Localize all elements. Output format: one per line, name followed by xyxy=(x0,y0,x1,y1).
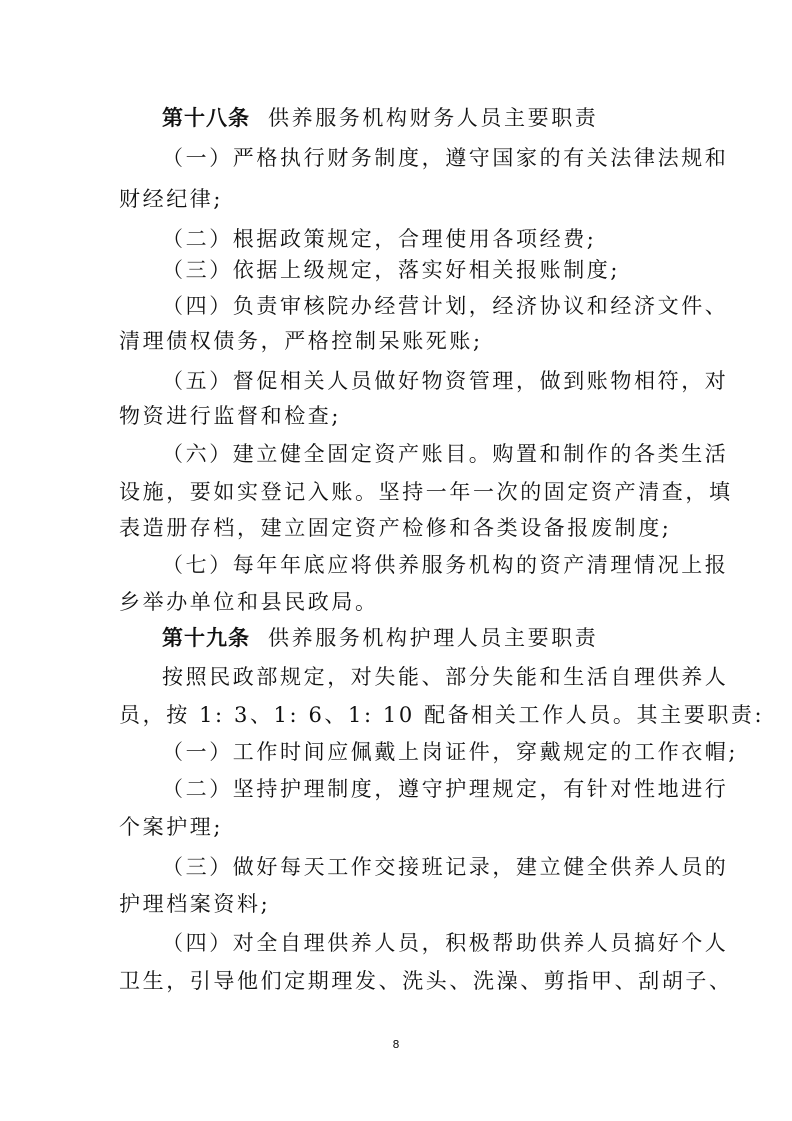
paragraph-line: （四）对全自理供养人员，积极帮助供养人员搞好个人 xyxy=(162,931,729,955)
paragraph-line: （七）每年年底应将供养服务机构的资产清理情况上报 xyxy=(162,553,729,577)
paragraph-line: （三）依据上级规定，落实好相关报账制度; xyxy=(162,258,621,282)
paragraph-line: 物资进行监督和检查; xyxy=(119,404,342,428)
article-19-title: 供养服务机构护理人员主要职责 xyxy=(268,626,599,650)
article-18-heading xyxy=(162,104,679,132)
paragraph-line: 财经纪律; xyxy=(119,187,224,211)
paragraph-line: （五）督促相关人员做好物资管理，做到账物相符，对 xyxy=(162,369,729,393)
paragraph-line: 个案护理; xyxy=(119,815,224,839)
paragraph-line: （一）工作时间应佩戴上岗证件，穿戴规定的工作衣帽; xyxy=(162,740,739,764)
paragraph-line: 清理债权债务，严格控制呆账死账; xyxy=(119,329,483,353)
article-18-title: 供养服务机构财务人员主要职责 xyxy=(268,106,599,130)
article-18-number: 第十八条 xyxy=(162,105,250,130)
paragraph-line: （二）根据政策规定，合理使用各项经费; xyxy=(162,227,597,251)
paragraph-line: （二）坚持护理制度，遵守护理规定，有针对性地进行 xyxy=(162,777,729,801)
paragraph-line: （六）建立健全固定资产账目。购置和制作的各类生活 xyxy=(162,442,729,466)
paragraph-line: 乡举办单位和县民政局。 xyxy=(119,590,379,614)
paragraph-line: （四）负责审核院办经营计划，经济协议和经济文件、 xyxy=(162,294,729,318)
paragraph-line: 表造册存档，建立固定资产检修和各类设备报废制度; xyxy=(119,516,672,540)
paragraph-line: 按照民政部规定，对失能、部分失能和生活自理供养人 xyxy=(162,665,729,689)
page-number: 8 xyxy=(392,1038,400,1051)
paragraph-line: 卫生，引导他们定期理发、洗头、洗澡、剪指甲、刮胡子、 xyxy=(119,969,733,993)
article-19-heading xyxy=(162,624,679,652)
paragraph-line: （三）做好每天工作交接班记录，建立健全供养人员的 xyxy=(162,855,729,879)
paragraph-line: 设施，要如实登记入账。坚持一年一次的固定资产清查，填 xyxy=(119,480,733,504)
paragraph-line: 护理档案资料; xyxy=(119,892,271,916)
paragraph-line: 员，按 1: 3、1: 6、1: 10 配备相关工作人员。其主要职责: xyxy=(119,703,765,727)
article-19-number: 第十九条 xyxy=(162,625,250,650)
paragraph-line: （一）严格执行财务制度，遵守国家的有关法律法规和 xyxy=(162,146,729,170)
